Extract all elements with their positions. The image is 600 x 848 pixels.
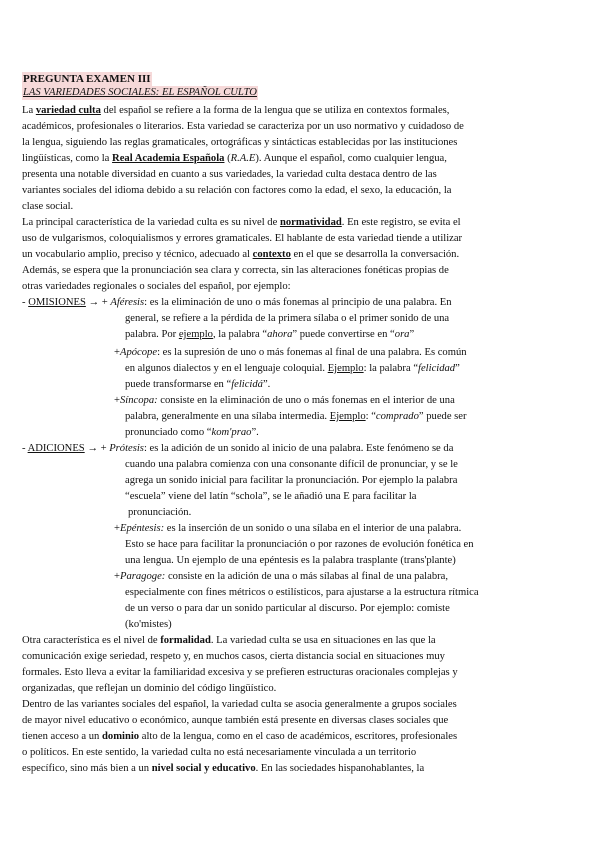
term-variedad-culta: variedad culta [35, 105, 101, 116]
paragraph-line: Además, se espera que la pronunciación sea clara y correcta, sin las alteraciones fonéticas propias de [22, 265, 449, 276]
list-item-line: en algunos dialectos y en el lenguaje coloquial. Ejemplo: la palabra “felicidad” [125, 363, 460, 374]
paragraph-line: organizadas, que reflejan un dominio del código lingüístico. [22, 683, 277, 694]
list-item-line: Esto se hace para facilitar la pronunciación o por razones de evolución fonética en [125, 539, 474, 550]
list-item-line: palabra, generalmente en una sílaba intermedia. Ejemplo: “comprado” puede ser [125, 411, 467, 422]
list-item-line: cuando una palabra comienza con una consonante difícil de pronunciar, y se le [125, 459, 458, 470]
document-title: PREGUNTA EXAMEN III [23, 73, 151, 85]
paragraph-line: Otra característica es el nivel de formalidad. La variedad culta se usa en situaciones en las que la [22, 635, 436, 646]
term-nivel-social: nivel social y educativo [151, 763, 256, 774]
list-item-line: “escuela” viene del latín “schola”, se le añadió una E para facilitar la [125, 491, 417, 502]
paragraph-line: comunicación exige seriedad, respeto y, en muchos casos, cierta distancia social en situaciones muy [22, 651, 445, 662]
paragraph-line: formales. Esto lleva a evitar la familiaridad excesiva y se prefieren estructuras oracionales complejas y [22, 667, 458, 678]
list-item-line: especialmente con fines métricos o estilísticos, para ajustarse a la estructura rítmica [125, 587, 479, 598]
paragraph-line: la lengua, siguiendo las reglas gramaticales, ortográficas y sintácticas establecidas por las instituciones [22, 137, 458, 148]
term-formalidad: formalidad [160, 635, 211, 646]
paragraph-line: lingüísticas, como la Real Academia Española (R.A.E). Aunque el español, como cualquier lengua, [22, 153, 447, 164]
list-item-apocope: +Apócope: es la supresión de uno o más fonemas al final de una palabra. Es común [114, 347, 467, 358]
paragraph-line: de mayor nivel educativo o económico, aunque también está presente en diversas clases sociales que [22, 715, 449, 726]
paragraph-line: o políticos. En este sentido, la variedad culta no está necesariamente vinculada a un territorio [22, 747, 417, 758]
term-normatividad: normatividad [279, 217, 342, 228]
term-contexto: contexto [252, 249, 291, 260]
list-item-line: pronunciación. [128, 507, 192, 518]
list-item-epentesis: +Epéntesis: es la inserción de un sonido o una sílaba en el interior de una palabra. [114, 523, 462, 534]
list-item-sincopa: +Síncopa: consiste en la eliminación de uno o más fonemas en el interior de una [114, 395, 455, 406]
list-item-line: una lengua. Un ejemplo de una epéntesis es la palabra trasplante (trans'plante) [125, 555, 456, 566]
paragraph-line: presenta una notable diversidad en cuanto a sus variedades, la variedad culta destaca dentro de las [22, 169, 437, 180]
term-rae: Real Academia Española [112, 153, 225, 164]
paragraph-line: clase social. [22, 201, 74, 212]
paragraph-line: específico, sino más bien a un nivel social y educativo. En las sociedades hispanohablantes, la [22, 763, 425, 774]
heading-adiciones: ADICIONES [27, 443, 85, 454]
paragraph-line: un vocabulario amplio, preciso y técnico, adecuado al contexto en el que se desarrolla la conversación. [22, 249, 460, 260]
paragraph-line: La variedad culta del español se refiere a la forma de la lengua que se utiliza en contextos formales, [22, 105, 450, 116]
heading-omisiones: OMISIONES [28, 297, 86, 308]
list-item-line: palabra. Por ejemplo, la palabra “ahora” puede convertirse en “ora” [125, 329, 415, 340]
list-item-paragoge: +Paragoge: consiste en la adición de una o más sílabas al final de una palabra, [114, 571, 448, 582]
list-item-omisiones: - OMISIONES → + Aféresis: es la eliminación de uno o más fonemas al principio de una palabra. En [22, 297, 452, 308]
list-item-line: agrega un sonido inicial para facilitar la pronunciación. Por ejemplo la palabra [125, 475, 458, 486]
list-item-line: puede transformarse en “felicidá”. [125, 379, 271, 390]
list-item-adiciones: - ADICIONES → + Prótesis: es la adición de un sonido al inicio de una palabra. Este fenómeno se da [22, 443, 454, 454]
paragraph-line: académicos, profesionales o literarios. Esta variedad se caracteriza por un uso normativo y cuidadoso de [22, 121, 464, 132]
term-dominio: dominio [102, 731, 140, 742]
document-subtitle: LAS VARIEDADES SOCIALES: EL ESPAÑOL CULTO [23, 87, 257, 98]
paragraph-line: otras variedades regionales o sociales del español, por ejemplo: [22, 281, 291, 292]
list-item-line: de un verso o para dar un sonido particular al discurso. Por ejemplo: comiste [125, 603, 450, 614]
list-item-line: (ko'mistes) [125, 619, 172, 630]
paragraph-line: uso de vulgarismos, coloquialismos y errores gramaticales. El hablante de esta variedad tiende a utilizar [22, 233, 463, 244]
list-item-line: pronunciado como “kom'prao”. [125, 427, 259, 438]
paragraph-line: variantes sociales del idioma debido a su relación con factores como la edad, el sexo, la educación, la [22, 185, 452, 196]
paragraph-line: tienen acceso a un dominio alto de la lengua, como en el caso de académicos, escritores, profesionales [22, 731, 458, 742]
paragraph-line: Dentro de las variantes sociales del español, la variedad culta se asocia generalmente a grupos sociales [22, 699, 457, 710]
list-item-line: general, se refiere a la pérdida de la primera sílaba o el primer sonido de una [125, 313, 450, 324]
paragraph-line: La principal característica de la variedad culta es su nivel de normatividad. En este registro, se evita el [22, 217, 461, 228]
